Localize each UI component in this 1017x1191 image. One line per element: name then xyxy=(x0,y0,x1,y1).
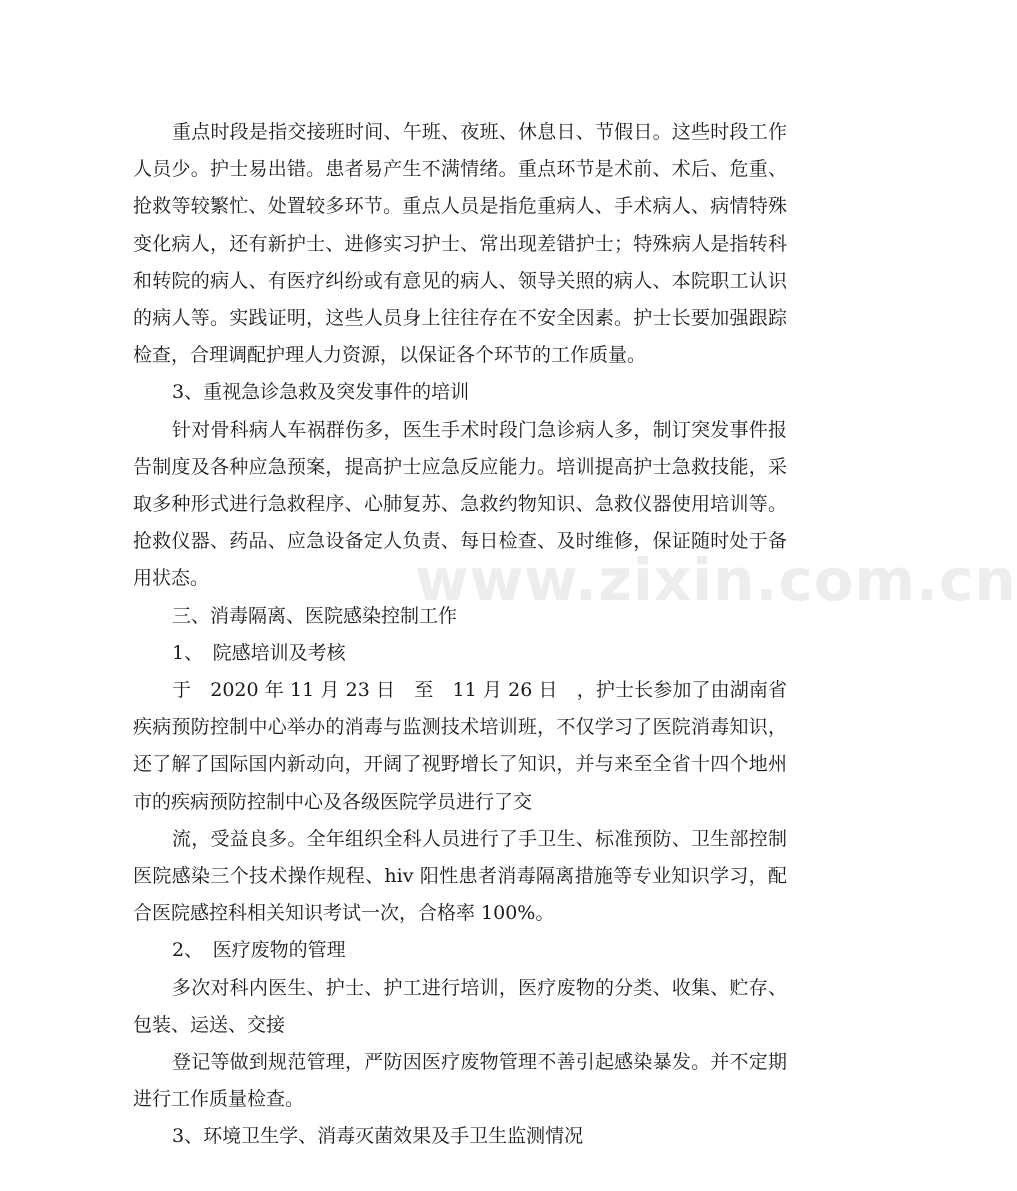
paragraph-training-course: 于 2020 年 11 月 23 日 至 11 月 26 日 ，护士长参加了由湖南省疾病预防控制中心举办的消毒与监测技术培训班，不仅学习了医院消毒知识，还了解了国际国内新动向，开阔了视野增长了知识，并与来至全省十四个地州市的疾病预防控制中心及各级医院学员进行了交 xyxy=(133,679,787,813)
document-body xyxy=(133,114,787,1156)
paragraph-emergency-training: 针对骨科病人车祸群伤多，医生手术时段门急诊病人多，制订突发事件报告制度及各种应急预案，提高护士应急反应能力。培训提高护士急救技能，采取多种形式进行急救程序、心肺复苏、急救约物知识、急救仪器使用培训等。抢救仪器、药品、应急设备定人负责、每日检查、及时维修，保证随时处于备用状态。 xyxy=(133,418,787,590)
paragraph-training-benefit: 流，受益良多。全年组织全科人员进行了手卫生、标准预防、卫生部控制医院感染三个技术操作规程、hiv 阳性患者消毒隔离措施等专业知识学习，配合医院感控科相关知识考试一次，合格率 100%。 xyxy=(133,827,787,925)
heading-infection-training: 1、 院感培训及考核 xyxy=(172,641,346,664)
heading-infection-control: 三、消毒隔离、医院感染控制工作 xyxy=(172,604,458,627)
heading-emergency-training: 3、重视急诊急救及突发事件的培训 xyxy=(172,381,470,404)
watermark-text: www.zixin.com.cn xyxy=(415,546,1017,614)
paragraph-waste-training: 多次对科内医生、护士、护工进行培训，医疗废物的分类、收集、贮存、包装、运送、交接 xyxy=(133,976,787,1036)
paragraph-key-periods: 重点时段是指交接班时间、午班、夜班、休息日、节假日。这些时段工作人员少。护士易出错。患者易产生不满情绪。重点环节是术前、术后、危重、抢救等较繁忙、处置较多环节。重点人员是指危重病人、手术病人、病情特殊变化病人，还有新护士、进修实习护士、常出现差错护士；特殊病人是指转科和转院的病人、有医疗纠纷或有意见的病人、领导关照的病人、本院职工认识的病人等。实践证明，这些人员身上往往存在不安全因素。护士长要加强跟踪检查，合理调配护理人力资源，以保证各个环节的工作质量。 xyxy=(133,121,787,367)
heading-medical-waste: 2、 医疗废物的管理 xyxy=(172,939,346,962)
heading-environment-monitoring: 3、环境卫生学、消毒灭菌效果及手卫生监测情况 xyxy=(172,1125,584,1148)
paragraph-waste-registration: 登记等做到规范管理，严防因医疗废物管理不善引起感染暴发。并不定期进行工作质量检查。 xyxy=(133,1051,787,1111)
